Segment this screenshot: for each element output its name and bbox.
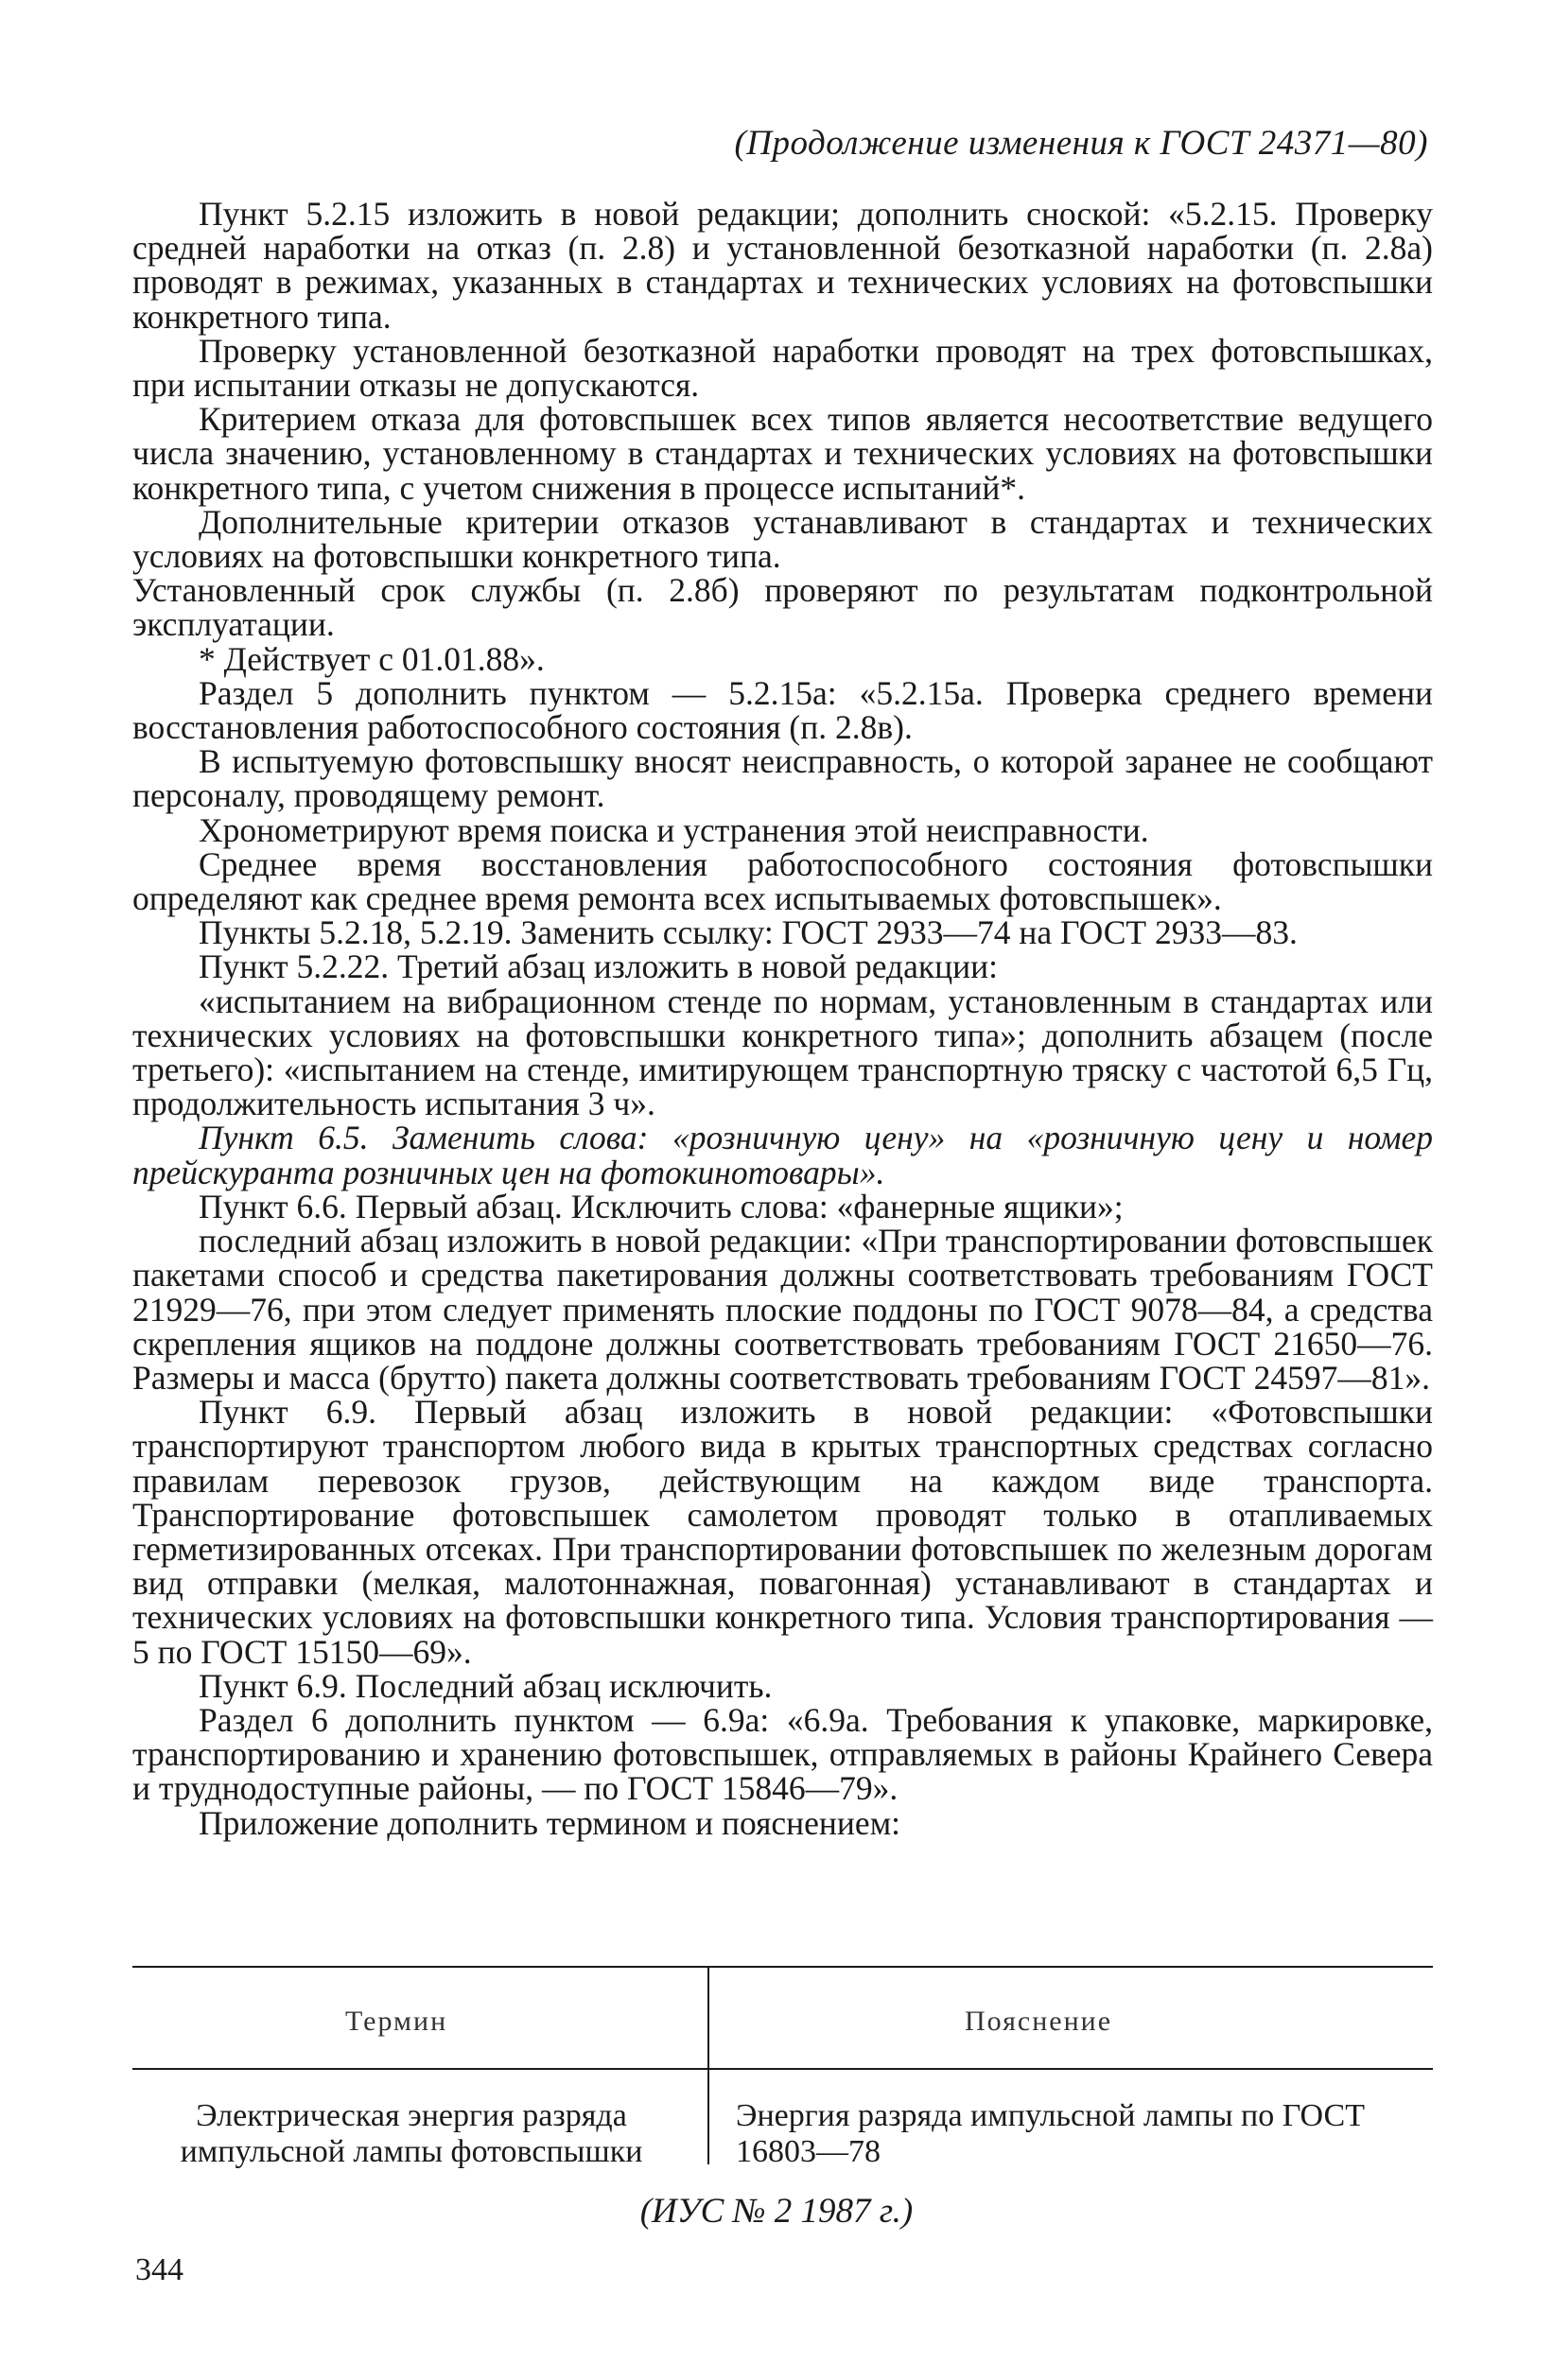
table-header-rule — [132, 2068, 1433, 2070]
table-cell-explanation: Энергия разряда импульсной лампы по ГОСТ 16803—78 — [736, 2098, 1365, 2169]
column-header-term: Термин — [345, 2006, 448, 2037]
terms-table — [132, 1966, 1433, 2174]
table-column-divider — [707, 1966, 709, 2164]
paragraph-5-2-22: Пункт 5.2.22. Третий абзац изложить в новой редакции: — [199, 947, 998, 986]
paragraph-appendix: Приложение дополнить термином и пояснением: — [199, 1803, 901, 1842]
page-number: 344 — [135, 2252, 183, 2287]
paragraph-extra-criteria: Дополнительные критерии отказов устанавливают в стандартах и технических условиях на фотовспышки конкретного типа. — [132, 502, 1433, 576]
paragraph-6-9-last: Пункт 6.9. Последний абзац исключить. — [199, 1666, 773, 1705]
paragraph-failure-criterion: Критерием отказа для фотовспышек всех типов является несоответствие ведущего числа значению, установленному в стандартах и технических условиях на фотовспышки конкретного типа, с учетом снижения в процессе испытаний*. — [132, 400, 1433, 507]
column-header-explanation: Пояснение — [965, 2006, 1113, 2037]
paragraph-service-life: Установленный срок службы (п. 2.8б) проверяют по результатам подконтрольной эксплуатации. — [132, 571, 1433, 644]
paragraph-5-2-15: Пункт 5.2.15 изложить в новой редакции; дополнить сноской: «5.2.15. Проверку средней наработки на отказ (п. 2.8) и установленной безотказной наработки (п. 2.8а) проводят в режимах, указанных в стандартах и технических условиях на фотовспышки конкретного типа. — [132, 195, 1433, 336]
table-cell-term: Электрическая энергия разряда импульсной лампы фотовспышки — [180, 2098, 643, 2169]
paragraph-6-6-last: последний абзац изложить в новой редакции: «При транспортировании фотовспышек пакетами способ и средства пакетирования должны соответствовать требованиям ГОСТ 21929—76, при этом следует применять плоские поддоны по ГОСТ 9078—84, а средства скрепления ящиков на поддоне должны соответствовать требованиям ГОСТ 21650—76. Размеры и масса (брутто) пакета должны соответствовать требованиям ГОСТ 24597—81». — [132, 1222, 1433, 1397]
paragraph-6-6: Пункт 6.6. Первый абзац. Исключить слова: «фанерные ящики»; — [199, 1187, 1124, 1225]
continuation-header: (Продолжение изменения к ГОСТ 24371—80) — [734, 124, 1428, 163]
paragraph-mean-time: Среднее время восстановления работоспособного состояния фотовспышки определяют как среднее время ремонта всех испытываемых фотовспышек». — [132, 844, 1433, 918]
paragraph-5-2-18-19: Пункты 5.2.18, 5.2.19. Заменить ссылку: ГОСТ 2933—74 на ГОСТ 2933—83. — [199, 913, 1298, 952]
paragraph-section-5-add: Раздел 5 дополнить пунктом — 5.2.15а: «5.2.15а. Проверка среднего времени восстановления работоспособного состояния (п. 2.8в). — [132, 673, 1433, 747]
paragraph-6-9: Пункт 6.9. Первый абзац изложить в новой редакции: «Фотовспышки транспортируют транспортом любого вида в крытых транспортных средствах согласно правилам перевозок грузов, действующим на каждом виде транспорта. Транспортирование фотовспышек самолетом проводят только в отапливаемых герметизированных отсеках. При транспортировании фотовспышек по железным дорогам вид отправки (мелкая, малотоннажная, повагонная) устанавливают в стандартах и технических условиях на фотовспышки конкретного типа. Условия транспортирования — 5 по ГОСТ 15150—69». — [132, 1393, 1433, 1671]
paragraph-6-5: Пункт 6.5. Заменить слова: «розничную цену» на «розничную цену и номер прейскуранта розничных цен на фотокинотовары». — [132, 1119, 1433, 1191]
paragraph-vibration: «испытанием на вибрационном стенде по нормам, установленным в стандартах или технических условиях на фотовспышки конкретного типа»; дополнить абзацем (после третьего): «испытанием на стенде, имитирующем транспортную тряску с частотой 6,5 Гц, продолжительность испытания 3 ч». — [132, 982, 1433, 1123]
paragraph-timing: Хронометрируют время поиска и устранения этой неисправности. — [199, 810, 1149, 849]
paragraph-safe-test: Проверку установленной безотказной наработки проводят на трех фотовспышках, при испытании отказы не допускаются. — [132, 331, 1433, 405]
footnote-effective-date: * Действует с 01.01.88». — [199, 639, 545, 678]
paragraph-section-6-add: Раздел 6 дополнить пунктом — 6.9а: «6.9а. Требования к упаковке, маркировке, транспортированию и хранению фотовспышек, отправляемых в районы Крайнего Севера и труднодоступные районы, — по ГОСТ 15846—79». — [132, 1700, 1433, 1808]
table-top-rule — [132, 1966, 1433, 1968]
paragraph-fault-insert: В испытуемую фотовспышку вносят неисправность, о которой заранее не сообщают персоналу, проводящему ремонт. — [132, 742, 1433, 815]
body-text — [132, 197, 1433, 1840]
issue-reference: (ИУС № 2 1987 г.) — [639, 2192, 914, 2231]
